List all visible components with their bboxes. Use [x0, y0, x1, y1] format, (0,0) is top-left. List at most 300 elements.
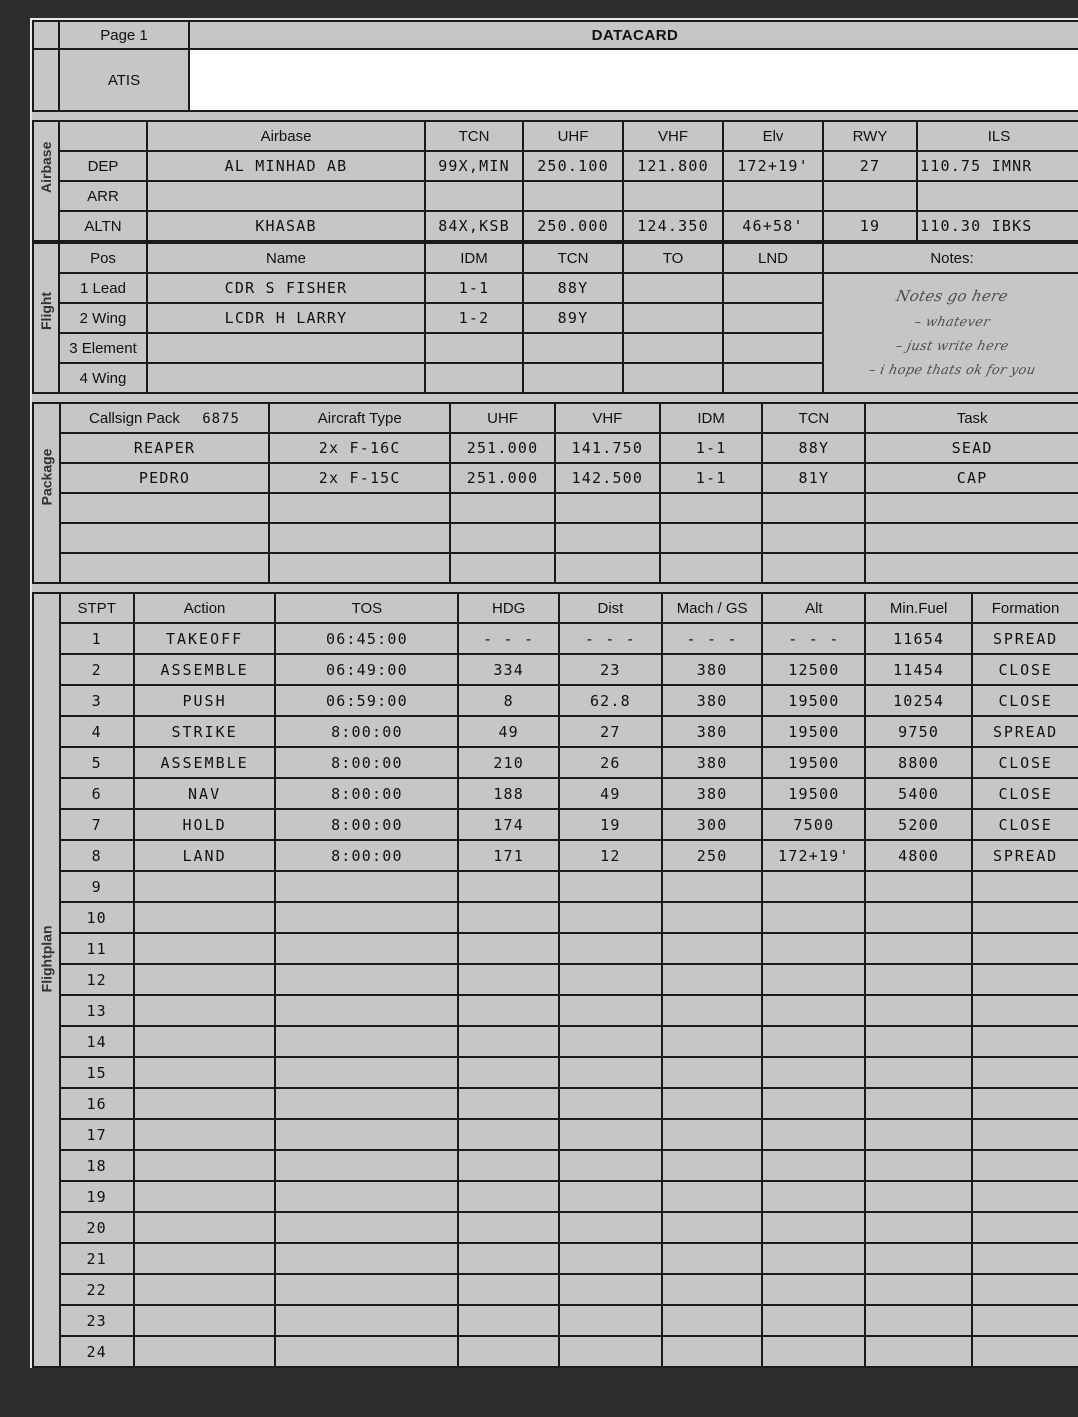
- flightplan-cell-hdg[interactable]: [458, 1150, 559, 1181]
- flightplan-cell-alt[interactable]: [762, 1243, 865, 1274]
- flightplan-cell-dist[interactable]: 27: [559, 716, 662, 747]
- package-task-5[interactable]: [865, 553, 1078, 583]
- flight-idm-2[interactable]: 1-2: [425, 303, 523, 333]
- flight-to-4[interactable]: [623, 363, 723, 393]
- flightplan-cell-hdg[interactable]: [458, 902, 559, 933]
- flightplan-cell-alt[interactable]: [762, 1336, 865, 1367]
- flightplan-cell-alt[interactable]: [762, 1181, 865, 1212]
- flightplan-cell-min-fuel[interactable]: 4800: [865, 840, 972, 871]
- package-callsign-3[interactable]: [60, 493, 270, 523]
- flightplan-cell-action[interactable]: [134, 871, 276, 902]
- flightplan-cell-formation[interactable]: [972, 1150, 1078, 1181]
- package-idm-3[interactable]: [660, 493, 763, 523]
- flightplan-cell-dist[interactable]: 62.8: [559, 685, 662, 716]
- airbase-dep-tcn[interactable]: 99X,MIN: [425, 151, 523, 181]
- flightplan-cell-stpt: 1: [60, 623, 134, 654]
- flightplan-cell-hdg[interactable]: [458, 995, 559, 1026]
- flightplan-cell-mach-gs[interactable]: [662, 1336, 763, 1367]
- airbase-altn-elv[interactable]: 46+58': [723, 211, 823, 241]
- flight-tcn-1[interactable]: 88Y: [523, 273, 623, 303]
- flightplan-cell-formation[interactable]: CLOSE: [972, 809, 1078, 840]
- package-aircraft-1[interactable]: 2x F-16C: [269, 433, 450, 463]
- flightplan-cell-alt[interactable]: 19500: [762, 685, 865, 716]
- package-uhf-1[interactable]: 251.000: [450, 433, 555, 463]
- flightplan-row: [33, 1119, 1078, 1150]
- flightplan-cell-mach-gs[interactable]: [662, 902, 763, 933]
- airbase-altn-name[interactable]: KHASAB: [147, 211, 425, 241]
- flightplan-cell-formation[interactable]: [972, 1243, 1078, 1274]
- flightplan-col-formation: Formation: [972, 593, 1078, 623]
- package-tcn-5[interactable]: [762, 553, 865, 583]
- package-idm-4[interactable]: [660, 523, 763, 553]
- flightplan-cell-min-fuel[interactable]: 10254: [865, 685, 972, 716]
- flightplan-cell-hdg[interactable]: [458, 933, 559, 964]
- flightplan-cell-tos[interactable]: [275, 1088, 458, 1119]
- flightplan-cell-dist[interactable]: [559, 964, 662, 995]
- flightplan-cell-hdg[interactable]: 210: [458, 747, 559, 778]
- flightplan-cell-tos[interactable]: [275, 1305, 458, 1336]
- airbase-dep-ils[interactable]: 110.75 IMNR: [917, 151, 1078, 181]
- flightplan-cell-formation[interactable]: SPREAD: [972, 840, 1078, 871]
- airbase-arr-vhf[interactable]: [623, 181, 723, 211]
- flightplan-cell-hdg[interactable]: [458, 1274, 559, 1305]
- flightplan-cell-hdg[interactable]: 174: [458, 809, 559, 840]
- flightplan-cell-formation[interactable]: [972, 1026, 1078, 1057]
- flightplan-row: [33, 747, 1078, 778]
- flightplan-cell-action[interactable]: PUSH: [134, 685, 276, 716]
- flightplan-cell-formation[interactable]: [972, 1274, 1078, 1305]
- flight-name-1[interactable]: CDR S FISHER: [147, 273, 425, 303]
- flight-tcn-2[interactable]: 89Y: [523, 303, 623, 333]
- flightplan-cell-min-fuel[interactable]: 11454: [865, 654, 972, 685]
- flight-tcn-3[interactable]: [523, 333, 623, 363]
- flightplan-cell-tos[interactable]: [275, 871, 458, 902]
- flightplan-cell-alt[interactable]: [762, 902, 865, 933]
- flightplan-cell-dist[interactable]: [559, 1274, 662, 1305]
- flightplan-cell-tos[interactable]: 8:00:00: [275, 747, 458, 778]
- note-line: – i hope thats ok for you: [867, 362, 1037, 378]
- flightplan-cell-min-fuel[interactable]: [865, 1212, 972, 1243]
- flightplan-cell-formation[interactable]: CLOSE: [972, 654, 1078, 685]
- flightplan-cell-formation[interactable]: [972, 902, 1078, 933]
- flightplan-cell-action[interactable]: [134, 1057, 276, 1088]
- flightplan-cell-mach-gs[interactable]: 380: [662, 747, 763, 778]
- note-line: – whatever: [912, 314, 992, 330]
- package-uhf-2[interactable]: 251.000: [450, 463, 555, 493]
- flightplan-cell-action[interactable]: [134, 1026, 276, 1057]
- package-uhf-5[interactable]: [450, 553, 555, 583]
- flightplan-cell-hdg[interactable]: 8: [458, 685, 559, 716]
- flightplan-cell-mach-gs[interactable]: [662, 964, 763, 995]
- flightplan-col-tos: TOS: [275, 593, 458, 623]
- flight-idm-1[interactable]: 1-1: [425, 273, 523, 303]
- flightplan-cell-min-fuel[interactable]: [865, 1119, 972, 1150]
- airbase-col-airbase: Airbase: [147, 121, 425, 151]
- flightplan-cell-alt[interactable]: [762, 1057, 865, 1088]
- flightplan-cell-action[interactable]: LAND: [134, 840, 276, 871]
- package-idm-5[interactable]: [660, 553, 763, 583]
- flightplan-cell-mach-gs[interactable]: 380: [662, 654, 763, 685]
- flightplan-cell-alt[interactable]: 19500: [762, 716, 865, 747]
- flightplan-cell-tos[interactable]: [275, 995, 458, 1026]
- flight-col-idm: IDM: [425, 243, 523, 273]
- package-idm-1[interactable]: 1-1: [660, 433, 763, 463]
- flightplan-cell-min-fuel[interactable]: 11654: [865, 623, 972, 654]
- package-task-2[interactable]: CAP: [865, 463, 1078, 493]
- flightplan-cell-mach-gs[interactable]: [662, 1274, 763, 1305]
- flightplan-cell-formation[interactable]: [972, 1305, 1078, 1336]
- flightplan-cell-tos[interactable]: [275, 933, 458, 964]
- flightplan-cell-stpt: 17: [60, 1119, 134, 1150]
- flightplan-cell-action[interactable]: [134, 1119, 276, 1150]
- flightplan-cell-action[interactable]: [134, 933, 276, 964]
- flightplan-cell-mach-gs[interactable]: [662, 1026, 763, 1057]
- flightplan-cell-stpt: 5: [60, 747, 134, 778]
- flightplan-cell-action[interactable]: STRIKE: [134, 716, 276, 747]
- flightplan-cell-hdg[interactable]: [458, 1088, 559, 1119]
- flightplan-cell-dist[interactable]: [559, 1243, 662, 1274]
- package-task-1[interactable]: SEAD: [865, 433, 1078, 463]
- flightplan-cell-tos[interactable]: [275, 1212, 458, 1243]
- flightplan-cell-stpt: 2: [60, 654, 134, 685]
- flightplan-cell-formation[interactable]: [972, 1057, 1078, 1088]
- flightplan-cell-hdg[interactable]: [458, 1336, 559, 1367]
- flightplan-cell-tos[interactable]: 8:00:00: [275, 716, 458, 747]
- flightplan-cell-tos[interactable]: [275, 1150, 458, 1181]
- package-vhf-4[interactable]: [555, 523, 660, 553]
- flightplan-cell-alt[interactable]: 172+19': [762, 840, 865, 871]
- flightplan-cell-dist[interactable]: - - -: [559, 623, 662, 654]
- airbase-dep-rwy[interactable]: 27: [823, 151, 917, 181]
- flightplan-cell-formation[interactable]: [972, 964, 1078, 995]
- atis-label: ATIS: [59, 49, 189, 111]
- flightplan-cell-min-fuel[interactable]: [865, 1181, 972, 1212]
- package-uhf-4[interactable]: [450, 523, 555, 553]
- flightplan-cell-dist[interactable]: [559, 1305, 662, 1336]
- flightplan-cell-mach-gs[interactable]: [662, 1305, 763, 1336]
- package-tcn-4[interactable]: [762, 523, 865, 553]
- flightplan-cell-alt[interactable]: 7500: [762, 809, 865, 840]
- flightplan-cell-min-fuel[interactable]: [865, 1026, 972, 1057]
- flightplan-cell-min-fuel[interactable]: 5400: [865, 778, 972, 809]
- flightplan-cell-hdg[interactable]: [458, 1243, 559, 1274]
- flightplan-cell-hdg[interactable]: - - -: [458, 623, 559, 654]
- airbase-dep-name[interactable]: AL MINHAD AB: [147, 151, 425, 181]
- package-callsign-4[interactable]: [60, 523, 270, 553]
- flightplan-cell-tos[interactable]: [275, 1119, 458, 1150]
- flight-tcn-4[interactable]: [523, 363, 623, 393]
- flightplan-cell-min-fuel[interactable]: [865, 964, 972, 995]
- flightplan-cell-min-fuel[interactable]: 5200: [865, 809, 972, 840]
- airbase-altn-tcn[interactable]: 84X,KSB: [425, 211, 523, 241]
- flightplan-cell-mach-gs[interactable]: - - -: [662, 623, 763, 654]
- flightplan-cell-hdg[interactable]: [458, 871, 559, 902]
- package-idm-2[interactable]: 1-1: [660, 463, 763, 493]
- airbase-arr-elv[interactable]: [723, 181, 823, 211]
- flight-lnd-1[interactable]: [723, 273, 823, 303]
- package-vhf-2[interactable]: 142.500: [555, 463, 660, 493]
- flightplan-cell-hdg[interactable]: 49: [458, 716, 559, 747]
- flightplan-cell-action[interactable]: [134, 1336, 276, 1367]
- flightplan-cell-formation[interactable]: [972, 1336, 1078, 1367]
- flightplan-cell-tos[interactable]: 8:00:00: [275, 778, 458, 809]
- flight-lnd-4[interactable]: [723, 363, 823, 393]
- flightplan-cell-tos[interactable]: [275, 1026, 458, 1057]
- package-callsign-1[interactable]: REAPER: [60, 433, 270, 463]
- flight-lnd-2[interactable]: [723, 303, 823, 333]
- flightplan-row: [33, 902, 1078, 933]
- flightplan-cell-hdg[interactable]: [458, 1181, 559, 1212]
- flightplan-cell-action[interactable]: HOLD: [134, 809, 276, 840]
- flightplan-cell-dist[interactable]: [559, 902, 662, 933]
- flightplan-cell-alt[interactable]: [762, 1274, 865, 1305]
- flightplan-cell-dist[interactable]: [559, 1088, 662, 1119]
- flightplan-cell-tos[interactable]: 8:00:00: [275, 840, 458, 871]
- flightplan-cell-hdg[interactable]: [458, 1026, 559, 1057]
- airbase-arr-uhf[interactable]: [523, 181, 623, 211]
- airbase-row-label: ALTN: [59, 211, 147, 241]
- airbase-col-rwy: RWY: [823, 121, 917, 151]
- flightplan-cell-min-fuel[interactable]: [865, 995, 972, 1026]
- flightplan-cell-mach-gs[interactable]: [662, 1088, 763, 1119]
- flightplan-cell-dist[interactable]: [559, 871, 662, 902]
- flightplan-cell-dist[interactable]: [559, 1057, 662, 1088]
- flightplan-cell-min-fuel[interactable]: [865, 871, 972, 902]
- flightplan-cell-action[interactable]: [134, 1243, 276, 1274]
- flightplan-cell-formation[interactable]: CLOSE: [972, 747, 1078, 778]
- flightplan-cell-min-fuel[interactable]: [865, 1150, 972, 1181]
- flightplan-cell-formation[interactable]: [972, 871, 1078, 902]
- flightplan-cell-dist[interactable]: 12: [559, 840, 662, 871]
- package-aircraft-4[interactable]: [269, 523, 450, 553]
- flightplan-cell-alt[interactable]: [762, 871, 865, 902]
- flightplan-cell-formation[interactable]: CLOSE: [972, 685, 1078, 716]
- flightplan-cell-formation[interactable]: [972, 1119, 1078, 1150]
- package-uhf-3[interactable]: [450, 493, 555, 523]
- flightplan-cell-formation[interactable]: CLOSE: [972, 778, 1078, 809]
- flightplan-cell-min-fuel[interactable]: [865, 933, 972, 964]
- flightplan-cell-dist[interactable]: [559, 1181, 662, 1212]
- flight-name-3[interactable]: [147, 333, 425, 363]
- flightplan-cell-dist[interactable]: 26: [559, 747, 662, 778]
- flightplan-cell-alt[interactable]: 12500: [762, 654, 865, 685]
- flightplan-cell-min-fuel[interactable]: [865, 902, 972, 933]
- flightplan-cell-dist[interactable]: [559, 1026, 662, 1057]
- flightplan-cell-hdg[interactable]: 171: [458, 840, 559, 871]
- flight-pos-label: 2 Wing: [59, 303, 147, 333]
- flightplan-cell-hdg[interactable]: [458, 1212, 559, 1243]
- flightplan-cell-mach-gs[interactable]: [662, 1181, 763, 1212]
- airbase-arr-ils[interactable]: [917, 181, 1078, 211]
- flightplan-cell-mach-gs[interactable]: [662, 1119, 763, 1150]
- flightplan-cell-alt[interactable]: [762, 1026, 865, 1057]
- flightplan-cell-min-fuel[interactable]: [865, 1305, 972, 1336]
- flight-to-1[interactable]: [623, 273, 723, 303]
- flightplan-cell-min-fuel[interactable]: 8800: [865, 747, 972, 778]
- flightplan-cell-action[interactable]: [134, 1212, 276, 1243]
- datacard-page: [30, 18, 1078, 1368]
- package-vhf-3[interactable]: [555, 493, 660, 523]
- flightplan-cell-formation[interactable]: SPREAD: [972, 623, 1078, 654]
- airbase-table: [32, 120, 1078, 242]
- flightplan-cell-hdg[interactable]: [458, 964, 559, 995]
- flightplan-cell-dist[interactable]: [559, 1119, 662, 1150]
- flightplan-cell-mach-gs[interactable]: 380: [662, 685, 763, 716]
- flight-col-tcn: TCN: [523, 243, 623, 273]
- flightplan-cell-dist[interactable]: 49: [559, 778, 662, 809]
- flightplan-cell-min-fuel[interactable]: [865, 1057, 972, 1088]
- flightplan-cell-hdg[interactable]: [458, 1305, 559, 1336]
- flightplan-cell-formation[interactable]: [972, 933, 1078, 964]
- flightplan-cell-dist[interactable]: 23: [559, 654, 662, 685]
- package-table: [32, 402, 1078, 584]
- flightplan-cell-min-fuel[interactable]: [865, 1274, 972, 1305]
- flightplan-cell-hdg[interactable]: 334: [458, 654, 559, 685]
- flightplan-cell-hdg[interactable]: 188: [458, 778, 559, 809]
- flightplan-cell-action[interactable]: ASSEMBLE: [134, 747, 276, 778]
- flightplan-cell-stpt: 10: [60, 902, 134, 933]
- flightplan-cell-alt[interactable]: [762, 1150, 865, 1181]
- flightplan-cell-dist[interactable]: [559, 1150, 662, 1181]
- package-task-3[interactable]: [865, 493, 1078, 523]
- flightplan-cell-formation[interactable]: [972, 1181, 1078, 1212]
- flightplan-cell-tos[interactable]: [275, 1243, 458, 1274]
- flightplan-cell-dist[interactable]: [559, 1212, 662, 1243]
- flight-to-2[interactable]: [623, 303, 723, 333]
- flightplan-cell-alt[interactable]: 19500: [762, 778, 865, 809]
- package-vhf-5[interactable]: [555, 553, 660, 583]
- flightplan-cell-alt[interactable]: - - -: [762, 623, 865, 654]
- flightplan-row: [33, 1026, 1078, 1057]
- flightplan-cell-alt[interactable]: [762, 1088, 865, 1119]
- flightplan-cell-dist[interactable]: [559, 933, 662, 964]
- flightplan-cell-alt[interactable]: [762, 1119, 865, 1150]
- flightplan-col-stpt: STPT: [60, 593, 134, 623]
- flightplan-cell-alt[interactable]: [762, 964, 865, 995]
- flightplan-cell-action[interactable]: [134, 1088, 276, 1119]
- flightplan-cell-mach-gs[interactable]: 380: [662, 716, 763, 747]
- flightplan-cell-min-fuel[interactable]: 9750: [865, 716, 972, 747]
- flightplan-cell-tos[interactable]: [275, 1336, 458, 1367]
- package-tcn-2[interactable]: 81Y: [762, 463, 865, 493]
- flightplan-cell-tos[interactable]: [275, 1274, 458, 1305]
- flightplan-cell-dist[interactable]: 19: [559, 809, 662, 840]
- flightplan-cell-action[interactable]: TAKEOFF: [134, 623, 276, 654]
- flightplan-cell-alt[interactable]: [762, 995, 865, 1026]
- flight-lnd-3[interactable]: [723, 333, 823, 363]
- flightplan-cell-mach-gs[interactable]: [662, 871, 763, 902]
- package-tcn-3[interactable]: [762, 493, 865, 523]
- package-aircraft-5[interactable]: [269, 553, 450, 583]
- flightplan-cell-mach-gs[interactable]: [662, 995, 763, 1026]
- package-row: [33, 523, 1078, 553]
- flightplan-cell-mach-gs[interactable]: 250: [662, 840, 763, 871]
- flightplan-cell-alt[interactable]: [762, 933, 865, 964]
- flightplan-cell-formation[interactable]: [972, 1212, 1078, 1243]
- flightplan-cell-formation[interactable]: SPREAD: [972, 716, 1078, 747]
- airbase-altn-uhf[interactable]: 250.000: [523, 211, 623, 241]
- package-callsign-2[interactable]: PEDRO: [60, 463, 270, 493]
- airbase-altn-vhf[interactable]: 124.350: [623, 211, 723, 241]
- flight-name-2[interactable]: LCDR H LARRY: [147, 303, 425, 333]
- package-aircraft-3[interactable]: [269, 493, 450, 523]
- package-callsign-5[interactable]: [60, 553, 270, 583]
- flightplan-cell-action[interactable]: [134, 1150, 276, 1181]
- flightplan-cell-tos[interactable]: [275, 902, 458, 933]
- flightplan-cell-tos[interactable]: 06:59:00: [275, 685, 458, 716]
- flight-name-4[interactable]: [147, 363, 425, 393]
- package-aircraft-2[interactable]: 2x F-15C: [269, 463, 450, 493]
- flightplan-cell-mach-gs[interactable]: [662, 1150, 763, 1181]
- flightplan-cell-hdg[interactable]: [458, 1057, 559, 1088]
- flightplan-cell-mach-gs[interactable]: 300: [662, 809, 763, 840]
- flightplan-cell-tos[interactable]: [275, 1057, 458, 1088]
- flightplan-cell-mach-gs[interactable]: [662, 1212, 763, 1243]
- notes-area[interactable]: [823, 273, 1078, 393]
- flightplan-cell-tos[interactable]: 8:00:00: [275, 809, 458, 840]
- flight-to-3[interactable]: [623, 333, 723, 363]
- package-task-4[interactable]: [865, 523, 1078, 553]
- flightplan-row: [33, 1088, 1078, 1119]
- flightplan-cell-min-fuel[interactable]: [865, 1336, 972, 1367]
- airbase-arr-rwy[interactable]: [823, 181, 917, 211]
- flightplan-cell-mach-gs[interactable]: [662, 1057, 763, 1088]
- flightplan-cell-mach-gs[interactable]: [662, 933, 763, 964]
- flightplan-cell-alt[interactable]: [762, 1212, 865, 1243]
- atis-input[interactable]: [189, 49, 1078, 111]
- flightplan-cell-stpt: 16: [60, 1088, 134, 1119]
- airbase-arr-tcn[interactable]: [425, 181, 523, 211]
- flightplan-cell-action[interactable]: [134, 902, 276, 933]
- flightplan-table: [32, 592, 1078, 1368]
- flightplan-cell-action[interactable]: [134, 1181, 276, 1212]
- flight-idm-4[interactable]: [425, 363, 523, 393]
- flightplan-cell-action[interactable]: [134, 964, 276, 995]
- airbase-dep-uhf[interactable]: 250.100: [523, 151, 623, 181]
- airbase-dep-vhf[interactable]: 121.800: [623, 151, 723, 181]
- package-vhf-1[interactable]: 141.750: [555, 433, 660, 463]
- flightplan-cell-min-fuel[interactable]: [865, 1088, 972, 1119]
- airbase-altn-ils[interactable]: 110.30 IBKS: [917, 211, 1078, 241]
- flightplan-cell-alt[interactable]: 19500: [762, 747, 865, 778]
- flightplan-cell-tos[interactable]: 06:49:00: [275, 654, 458, 685]
- airbase-dep-elv[interactable]: 172+19': [723, 151, 823, 181]
- package-tcn-1[interactable]: 88Y: [762, 433, 865, 463]
- airbase-altn-rwy[interactable]: 19: [823, 211, 917, 241]
- flightplan-cell-tos[interactable]: 06:45:00: [275, 623, 458, 654]
- flightplan-cell-action[interactable]: [134, 1305, 276, 1336]
- flightplan-cell-min-fuel[interactable]: [865, 1243, 972, 1274]
- flightplan-cell-mach-gs[interactable]: [662, 1243, 763, 1274]
- flightplan-cell-tos[interactable]: [275, 964, 458, 995]
- flightplan-cell-dist[interactable]: [559, 1336, 662, 1367]
- airbase-arr-name[interactable]: [147, 181, 425, 211]
- flightplan-cell-mach-gs[interactable]: 380: [662, 778, 763, 809]
- flightplan-cell-action[interactable]: [134, 995, 276, 1026]
- flightplan-cell-tos[interactable]: [275, 1181, 458, 1212]
- flight-idm-3[interactable]: [425, 333, 523, 363]
- flightplan-cell-formation[interactable]: [972, 1088, 1078, 1119]
- flightplan-cell-action[interactable]: [134, 1274, 276, 1305]
- flightplan-cell-formation[interactable]: [972, 995, 1078, 1026]
- callsign-pack-value[interactable]: 6875: [202, 410, 240, 427]
- flightplan-cell-hdg[interactable]: [458, 1119, 559, 1150]
- flightplan-row: [33, 1181, 1078, 1212]
- flightplan-cell-action[interactable]: NAV: [134, 778, 276, 809]
- flightplan-cell-alt[interactable]: [762, 1305, 865, 1336]
- flightplan-cell-action[interactable]: ASSEMBLE: [134, 654, 276, 685]
- flightplan-cell-dist[interactable]: [559, 995, 662, 1026]
